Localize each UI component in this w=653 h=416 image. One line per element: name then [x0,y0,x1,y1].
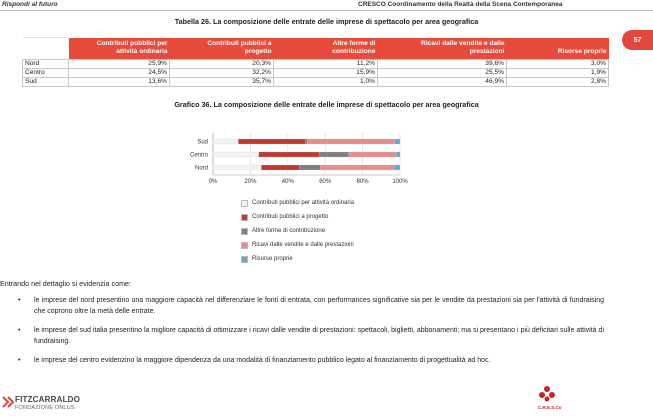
row-label: Centro [23,69,69,78]
legend-label: Contributi pubblici per attività ordinaria [252,200,355,206]
table-title: Tabella 26. La composizione delle entrate delle imprese di spettacolo per area geografica [174,17,479,26]
legend-label: Risorse proprie [252,256,293,262]
bullet-marker: • [18,357,21,364]
bar-segment [299,165,320,170]
list-item [18,326,604,347]
bar-segment [213,139,238,144]
chart-legend [241,196,354,266]
bar-segment [305,139,307,144]
table-cell: 2,8% [507,78,609,87]
table-cell: 46,9% [378,78,507,87]
x-tick-label: 60% [319,179,332,185]
fitzcarraldo-logo-subtitle: FONDAZIONE ONLUS [15,405,75,411]
cresco-logo-text: C.R.E.S.Co [538,405,562,410]
bar-segment [261,165,299,170]
x-tick-label: 100% [392,179,408,185]
legend-swatch [241,242,248,249]
legend-swatch [241,200,248,207]
table-header-row [23,38,609,60]
col-header: Altre forme di contribuzione [274,38,378,60]
table-row [23,78,609,87]
table-cell: 35,7% [170,78,274,87]
page-number-badge [622,30,653,50]
table-row [23,60,609,69]
table-cell: 1,0% [274,78,378,87]
chart-title: Grafico 36. La composizione delle entrate delle imprese di spettacolo per area geografica [174,100,479,109]
col-header: Ricavi dalle vendite e dalle prestazioni [378,38,507,60]
table-cell: 13,6% [69,78,170,87]
bar-segment [213,152,259,157]
legend-item [241,196,354,210]
bullet-text: le imprese del sud italia presentino la migliore capacità di ottimizzare i ricavi dalle vendite di prestazioni: spettacoli, biglietti, abbonamenti; ma si presentano i più deficitari sulle attività di fundraising. [34,327,604,345]
table-corner-cell [23,38,69,60]
category-label: Nord [194,165,208,172]
table-cell: 39,6% [378,60,507,69]
bullet-text: le imprese del nord presentino una maggiore capacità nel differenziare le fonti di entrata, con performances significative sia per le vendite da prestazioni sia per l’attività di fundraising che coprono oltre la metà delle entrate. [34,297,604,315]
list-item [18,296,604,317]
table-cell: 32,2% [170,69,274,78]
header-divider [0,10,653,11]
page-number: 57 [633,36,642,44]
bar-segment [394,165,400,170]
fitzcarraldo-logo-text: FITZCARRALDO [15,395,81,404]
legend-item [241,238,354,252]
cresco-logo-icon [537,383,557,403]
x-tick-label: 80% [356,179,369,185]
bar-segment [349,152,397,157]
table-cell: 25,5% [378,69,507,78]
bar-segment [238,139,305,144]
bar-segment [320,165,394,170]
table-cell: 1,9% [507,69,609,78]
fitzcarraldo-logo-icon [2,395,14,409]
col-header: Contributi pubblici a progetto [170,38,274,60]
header-right-title: CRESCO Coordinamento della Realtà della Scena Contemporanea [358,1,563,8]
legend-label: Altre forme di contribuzione [252,228,326,234]
table-cell: 25,9% [69,60,170,69]
x-tick-label: 20% [244,179,257,185]
bullet-marker: • [18,327,21,334]
table-cell: 15,9% [274,69,378,78]
row-label: Nord [23,60,69,69]
bullet-list [18,296,604,376]
table-cell: 20,3% [170,60,274,69]
legend-label: Contributi pubblici a progetto [252,214,329,220]
bar-segment [319,152,349,157]
bullet-text: le imprese del centro evidenzino la maggiore dipendenza da una modalità di finanziamento pubblico legato al finanziamento di progettualità ad hoc. [34,357,491,364]
legend-swatch [241,256,248,263]
row-label: Sud [23,78,69,87]
legend-item [241,210,354,224]
category-label: Centro [189,152,208,159]
legend-swatch [241,214,248,221]
header-left-title: Rispondi al futuro [2,1,58,8]
bar-segment [395,139,400,144]
col-header: Contributi pubblici per attività ordinaria [69,38,170,60]
data-table [22,37,609,87]
table-cell: 3,0% [507,60,609,69]
x-tick-label: 40% [281,179,294,185]
legend-swatch [241,228,248,235]
col-header: Risorse proprie [507,38,609,60]
legend-item [241,224,354,238]
bar-segment [307,139,395,144]
list-item [18,356,604,367]
stacked-bar-chart [180,128,420,190]
table-cell: 11,2% [274,60,378,69]
legend-label: Ricavi dalle vendite e dalle prestazioni [252,242,354,248]
x-tick-label: 0% [208,179,218,185]
intro-text: Entrando nel dettaglio si evidenzia come: [0,279,132,288]
table-row [23,69,609,78]
category-label: Sud [197,139,208,146]
bar-segment [213,165,261,170]
bar-segment [396,152,400,157]
legend-item [241,252,354,266]
table-cell: 24,5% [69,69,170,78]
bar-segment [259,152,319,157]
bullet-marker: • [18,297,21,304]
